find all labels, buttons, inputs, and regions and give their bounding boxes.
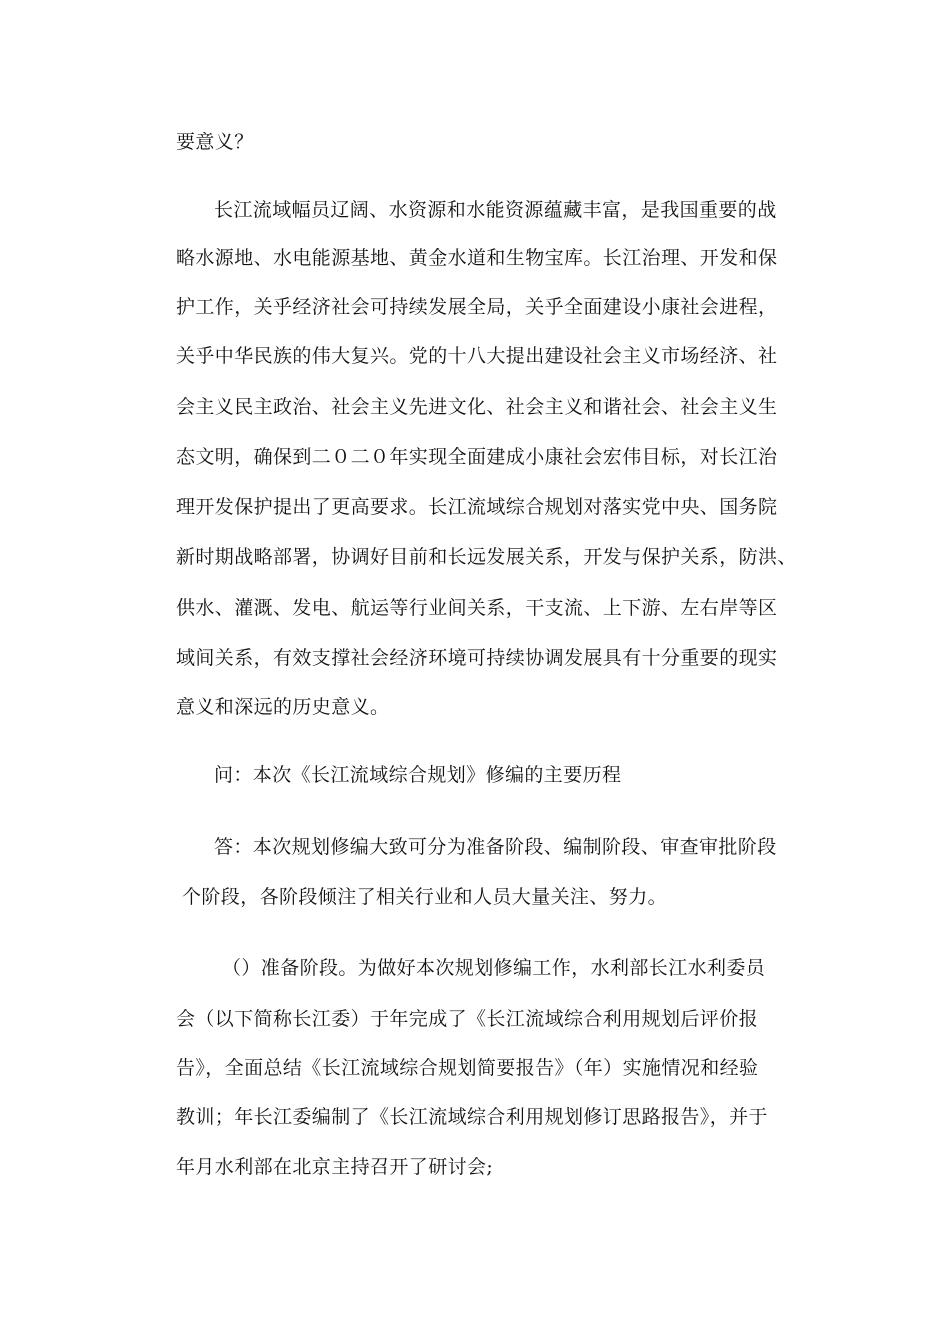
answer-line: 个阶段，各阶段倾注了相关行业和人员大量关注、努力。 xyxy=(182,886,668,908)
paragraph-1-line: 长江流域幅员辽阔、水资源和水能资源蕴藏丰富，是我国重要的战 xyxy=(214,199,777,221)
paragraph-1-line: 护工作，关乎经济社会可持续发展全局，关乎全面建设小康社会进程， xyxy=(176,296,778,318)
stage-paragraph-line: 教训；年长江委编制了《长江流域综合利用规划修订思路报告》，并于 xyxy=(176,1106,768,1128)
stage-paragraph-line: 告》，全面总结《长江流域综合规划简要报告》（年）实施情况和经验 xyxy=(176,1057,759,1079)
paragraph-1-line: 会主义民主政治、社会主义先进文化、社会主义和谐社会、社会主义生 xyxy=(176,396,778,418)
text-line: 要意义？ xyxy=(176,131,254,153)
stage-paragraph-line: 会（以下简称长江委）于年完成了《长江流域综合利用规划后评价报 xyxy=(176,1008,759,1030)
stage-paragraph-line: （）准备阶段。为做好本次规划修编工作，水利部长江水利委员 xyxy=(222,957,766,979)
paragraph-1-line: 关乎中华民族的伟大复兴。党的十八大提出建设社会主义市场经济、社 xyxy=(176,345,778,367)
stage-paragraph-line: 年月水利部在北京主持召开了研讨会; xyxy=(176,1156,494,1178)
answer-line: 答：本次规划修编大致可分为准备阶段、编制阶段、审查审批阶段 xyxy=(214,836,777,858)
paragraph-1-line: 新时期战略部署，协调好目前和长远发展关系，开发与保护关系，防洪、 xyxy=(176,546,797,568)
paragraph-1-line: 理开发保护提出了更高要求。长江流域综合规划对落实党中央、国务院 xyxy=(176,496,778,518)
paragraph-1-line: 略水源地、水电能源基地、黄金水道和生物宝库。长江治理、开发和保 xyxy=(176,247,778,269)
paragraph-1-line: 域间关系，有效支撑社会经济环境可持续协调发展具有十分重要的现实 xyxy=(176,647,778,669)
question-line: 问：本次《长江流域综合规划》修编的主要历程 xyxy=(214,764,622,786)
paragraph-1-line: 意义和深远的历史意义。 xyxy=(176,696,390,718)
paragraph-1-line: 供水、灌溉、发电、航运等行业间关系，干支流、上下游、左右岸等区 xyxy=(176,597,778,619)
paragraph-1-line: 态文明，确保到二０二０年实现全面建成小康社会宏伟目标，对长江治 xyxy=(176,446,778,468)
